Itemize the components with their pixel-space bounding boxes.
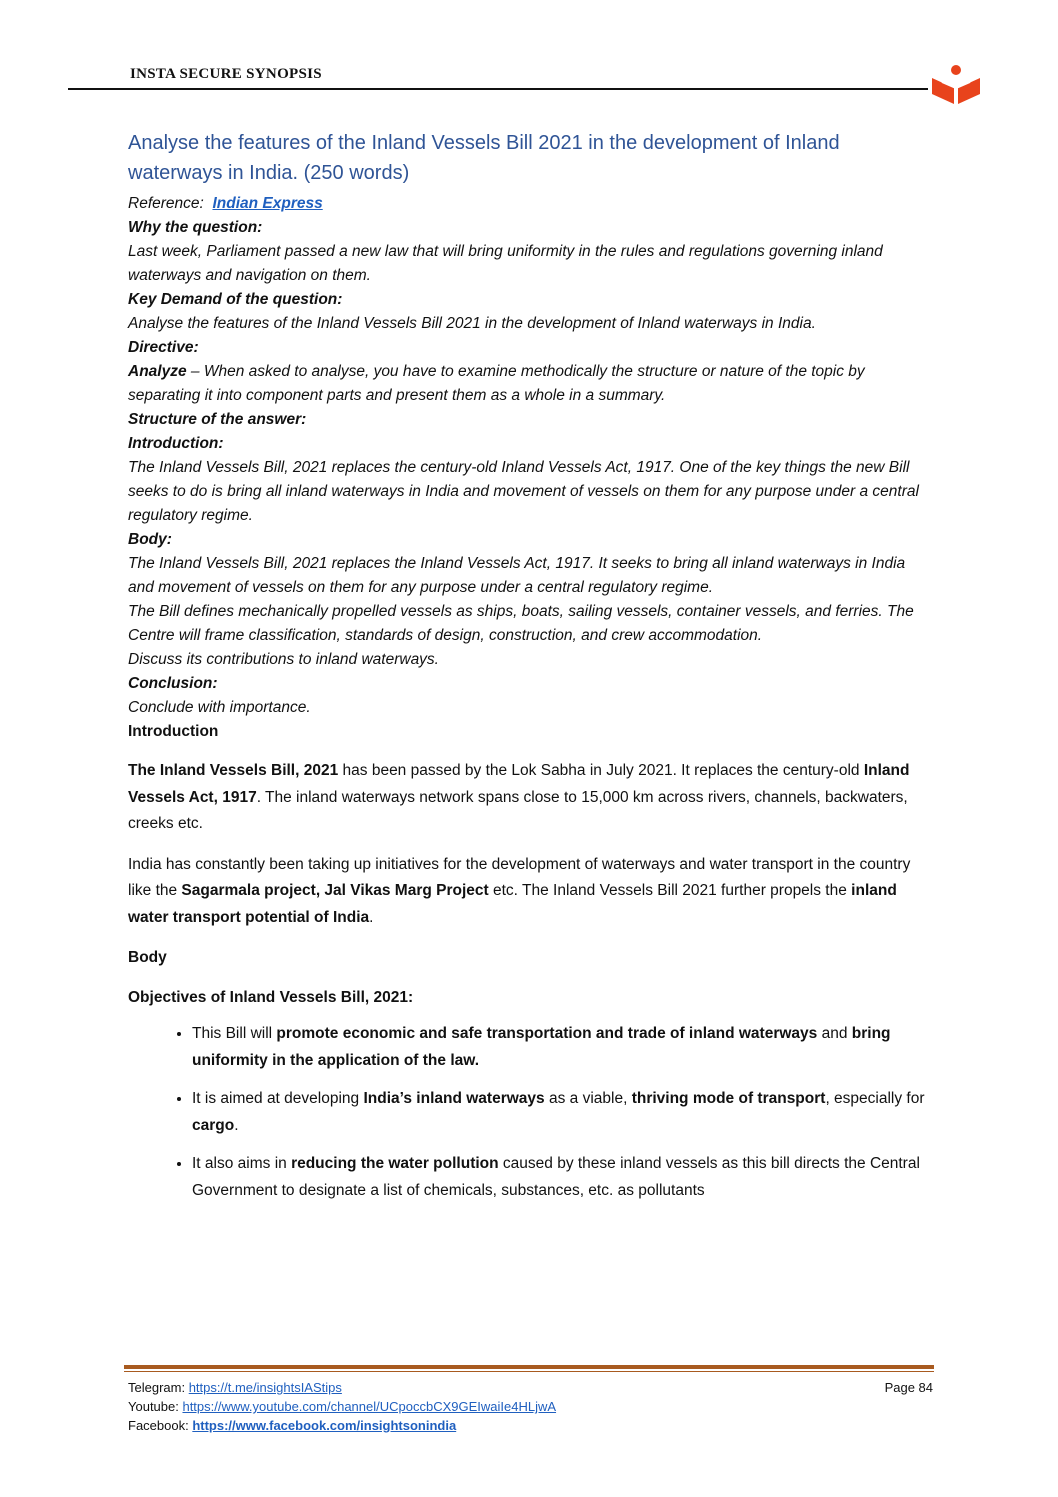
footer-facebook (128, 1416, 933, 1435)
youtube-label: Youtube: (128, 1399, 183, 1414)
reference-line (128, 192, 928, 216)
why-heading: Why the question: (128, 219, 263, 236)
reference-label: Reference: (128, 195, 204, 212)
p1-text-1: has been passed by the Lok Sabha in July 2021. It replaces the century-old (338, 762, 864, 779)
body-heading: Body: (128, 531, 172, 548)
question-title: Analyse the features of the Inland Vessels Bill 2021 in the development of Inland waterways in India. (250 words) (128, 132, 840, 184)
why-text: Last week, Parliament passed a new law that will bring uniformity in the rules and regulations governing inland waterways and navigation on them. (128, 243, 883, 284)
bullet-text: as a viable, (544, 1090, 632, 1107)
bullet-text: caused by these inland vessels as this bill directs the Central Government to designate a list of chemicals, substances, etc. as pollutants (192, 1155, 920, 1199)
conclusion-heading: Conclusion: (128, 675, 218, 692)
youtube-link[interactable]: https://www.youtube.com/channel/UCpoccbCX9GEIwaiIe4HLjwA (182, 1399, 557, 1414)
bullet-bold: cargo (192, 1116, 235, 1134)
bullet-text: It is aimed at developing (192, 1090, 364, 1107)
list-item (192, 1021, 928, 1074)
bullet-bold: thriving mode of transport (631, 1090, 826, 1107)
directive-text (128, 360, 928, 408)
conclusion-text: Conclude with importance. (128, 699, 311, 716)
body-text-1: The Inland Vessels Bill, 2021 replaces the Inland Vessels Act, 1917. It seeks to bring all inland waterways in India and movement of vessels on them for any purpose under a central regulatory regime. (128, 555, 906, 596)
reference-link[interactable]: Indian Express (212, 195, 323, 212)
footer-telegram (128, 1378, 933, 1397)
answer-paragraph-2 (128, 852, 928, 932)
directive-term: Analyze (128, 363, 187, 380)
insights-logo-icon (928, 62, 984, 106)
footer-rule (124, 1365, 934, 1369)
bullet-text: and (817, 1025, 852, 1042)
objectives-list (128, 1021, 928, 1204)
bullet-text: , especially for (825, 1090, 925, 1107)
structure-heading: Structure of the answer: (128, 411, 307, 428)
answer-paragraph-1 (128, 758, 928, 838)
list-item (192, 1151, 928, 1204)
footer-rule-thin (124, 1371, 934, 1372)
directive-description: – When asked to analyse, you have to examine methodically the structure or nature of the topic by separating it into component parts and present them as a whole in a summary. (128, 363, 865, 404)
p2-text-2: etc. The Inland Vessels Bill 2021 further propels the (488, 882, 852, 899)
footer-youtube (128, 1397, 933, 1416)
answer-intro-heading: Introduction (128, 723, 219, 740)
bullet-bold: India’s inland waterways (363, 1090, 545, 1107)
document-body (128, 128, 928, 1216)
body-text-3: Discuss its contributions to inland waterways. (128, 651, 439, 668)
objectives-heading: Objectives of Inland Vessels Bill, 2021: (128, 989, 414, 1006)
intro-text: The Inland Vessels Bill, 2021 replaces the century-old Inland Vessels Act, 1917. One of the key things the new Bill seeks to do is bring all inland waterways in India and movement of vessels on them for any purpose under a central regulatory regime. (128, 459, 919, 524)
answer-body-heading: Body (128, 949, 167, 966)
header-rule (68, 88, 928, 90)
p1-bold-2: Inland Vessels Act, 1917 (128, 762, 910, 806)
p2-bold-2: inland water transport potential of India (128, 882, 897, 926)
body-text-2: The Bill defines mechanically propelled vessels as ships, boats, sailing vessels, container vessels, and ferries. The Centre will frame classification, standards of design, construction, and crew accommodation. (128, 603, 914, 644)
key-demand-heading: Key Demand of the question: (128, 291, 343, 308)
header-title: INSTA SECURE SYNOPSIS (130, 66, 322, 82)
bullet-text: It also aims in (192, 1155, 292, 1172)
bullet-text: This Bill will (192, 1025, 277, 1042)
p2-text-1: India has constantly been taking up initiatives for the development of waterways and water transport in the country like the (128, 855, 911, 899)
p2-bold-1: Sagarmala project, Jal Vikas Marg Project (181, 882, 489, 899)
p2-text-3: . (369, 908, 374, 926)
bullet-bold: promote economic and safe transportation and trade of inland waterways (276, 1025, 818, 1042)
page-number: Page 84 (884, 1380, 933, 1395)
p1-bold-1: The Inland Vessels Bill, 2021 (128, 762, 339, 779)
intro-heading: Introduction: (128, 435, 224, 452)
p1-text-2: . The inland waterways network spans close to 15,000 km across rivers, channels, backwaters, creeks etc. (128, 788, 908, 832)
telegram-link[interactable]: https://t.me/insightsIAStips (188, 1380, 342, 1395)
list-item (192, 1086, 928, 1139)
directive-heading: Directive: (128, 339, 199, 356)
footer (128, 1378, 933, 1435)
key-demand-text: Analyse the features of the Inland Vessels Bill 2021 in the development of Inland waterways in India. (128, 315, 816, 332)
bullet-text: . (234, 1116, 239, 1134)
bullet-bold: reducing the water pollution (291, 1155, 499, 1172)
bullet-bold: bring uniformity in the application of the law. (192, 1025, 891, 1069)
telegram-label: Telegram: (128, 1380, 189, 1395)
facebook-label: Facebook: (128, 1418, 193, 1433)
facebook-link[interactable]: https://www.facebook.com/insightsonindia (192, 1418, 457, 1433)
